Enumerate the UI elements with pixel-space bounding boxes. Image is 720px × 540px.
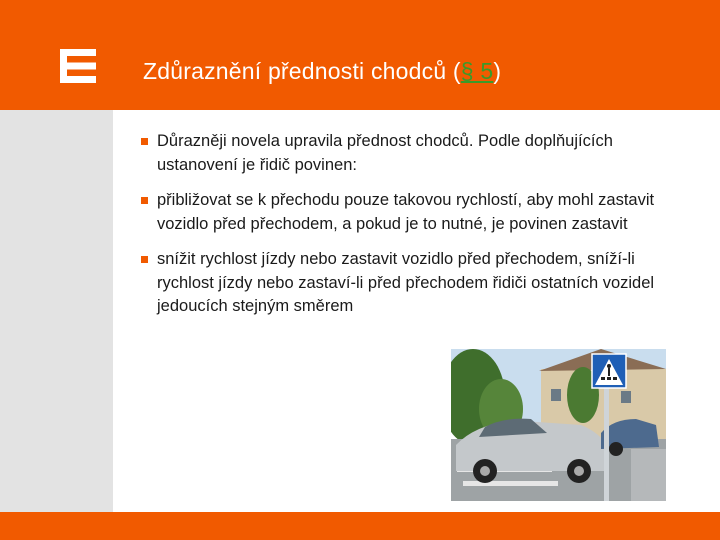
left-strip: [0, 110, 113, 512]
square-bullet-icon: [141, 256, 148, 263]
title-text: Zdůraznění přednosti chodců (: [143, 58, 461, 84]
cez-logo-icon: [58, 47, 98, 85]
bullet-text: Důrazněji novela upravila přednost chodců. Podle doplňujících ustanovení je řidič povinen:: [157, 132, 613, 174]
square-bullet-icon: [141, 138, 148, 145]
bullet-text: přibližovat se k přechodu pouze takovou rychlostí, aby mohl zastavit vozidlo před přechodem, a pokud je to nutné, je povinen zastavit: [157, 191, 655, 233]
footer-bar: [0, 512, 720, 540]
square-bullet-icon: [141, 197, 148, 204]
street-photo: [451, 349, 666, 501]
slide-title: [143, 58, 501, 85]
bullet-item: [141, 248, 661, 319]
title-end: ): [493, 58, 502, 84]
bullet-text: snížit rychlost jízdy nebo zastavit vozidlo před přechodem, sníží-li rychlost jízdy nebo zastaví-li před přechodem řidiči ostatních vozidel jedoucích stejným směrem: [157, 250, 655, 315]
header-bar: [0, 0, 720, 110]
bullet-item: [141, 130, 661, 177]
bullet-list: [141, 130, 661, 331]
section-link[interactable]: § 5: [460, 58, 494, 84]
bullet-item: [141, 189, 661, 236]
